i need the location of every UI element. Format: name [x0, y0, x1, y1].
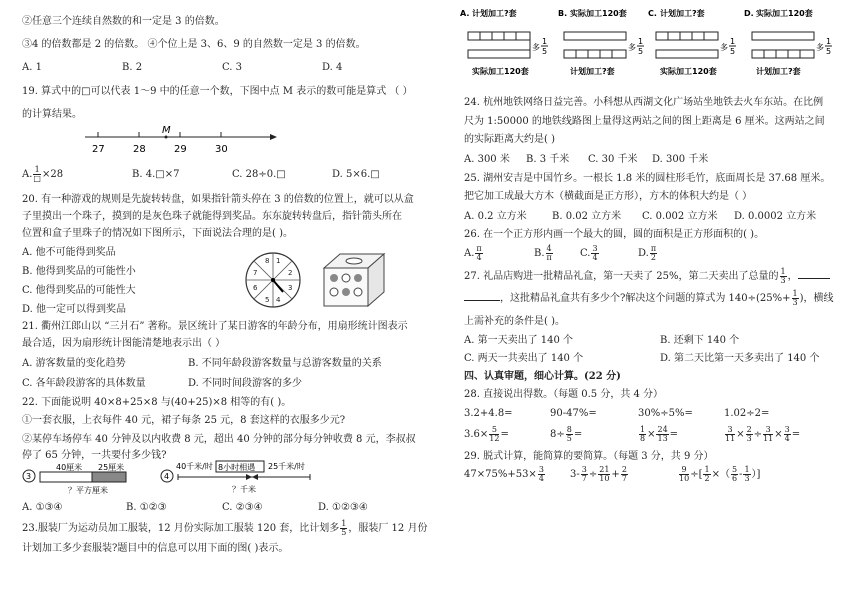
tick-30: 30: [215, 144, 228, 155]
svg-text:7: 7: [253, 269, 258, 277]
svg-text:2: 2: [288, 269, 293, 277]
q24-option-a[interactable]: A. 300 米: [464, 154, 510, 165]
svg-text:1: 1: [638, 37, 644, 46]
svg-text:5: 5: [826, 47, 832, 56]
q25-option-b[interactable]: B. 0.02 立方米: [552, 211, 622, 222]
svg-text:多: 多: [816, 43, 824, 52]
svg-text:4: 4: [164, 472, 170, 481]
q21-option-d[interactable]: D. 不同时间段游客的多少: [188, 378, 303, 389]
q26-option-a[interactable]: A. $\frac{\pi}{4}$: [464, 244, 482, 262]
tick-27: 27: [92, 144, 105, 155]
q19-option-a[interactable]: A. $\frac{1}{□}$ ×28: [22, 165, 64, 183]
svg-text:B.: B.: [558, 9, 568, 18]
q23-line-2: 计划加工多少套服装?题目中的信息可以用下面的图( )表示。: [22, 543, 289, 554]
q27-option-c[interactable]: C. 两天一共卖出了 140 个: [464, 353, 584, 364]
svg-text:25千米/时: 25千米/时: [268, 462, 305, 471]
q28-item-4: 1.02÷2=: [724, 408, 770, 419]
svg-text:实际加工120套: 实际加工120套: [472, 67, 529, 76]
q22-item-1: ①一套衣服，上衣每件 40 元，裙子每条 25 元，8 套这样的衣服多少元?: [22, 415, 346, 426]
svg-text:计划加工?套: 计划加工?套: [660, 9, 705, 18]
tick-29: 29: [174, 144, 187, 155]
q20-option-a[interactable]: A. 他不可能得到奖品: [22, 247, 116, 258]
q20-option-b[interactable]: B. 他得到奖品的可能性小: [22, 266, 136, 277]
q25-option-d[interactable]: D. 0.0002 立方米: [734, 211, 817, 222]
q19-line-2: 的计算结果。: [22, 109, 82, 120]
q26-line-1: 26. 在一个正方形内画一个最大的圆，圆的面积是正方形面积的( )。: [464, 229, 765, 240]
q23-line-1: 23.服装厂为运动员加工服装，12 月份实际加工服装 120 套，比计划多 $\frac{1}{5}$ ，服装厂 12 月份: [22, 519, 428, 537]
q27-option-b[interactable]: B. 还剩下 140 个: [660, 335, 740, 346]
q24-line-3: 的实际距离大约是( ): [464, 134, 555, 145]
q28-heading: 28. 直接说出得数。（每题 0.5 分，共 4 分）: [464, 389, 664, 400]
q22-item-2-b: 停了 65 分钟，一共要付多少钱?: [22, 450, 167, 461]
svg-text:计划加工?套: 计划加工?套: [756, 67, 801, 76]
q19-line-1: 19. 算式中的□可以代表 1～9 中的任意一个数，下图中点 M 表示的数可能是算式 （ ）: [22, 86, 413, 97]
q25-option-a[interactable]: A. 0.2 立方米: [464, 211, 527, 222]
svg-text:5: 5: [638, 47, 644, 56]
q21-line-1: 21. 衢州江郎山以 “三爿石” 著称。景区统计了某日游客的年龄分布，用扇形统计图表示: [22, 321, 408, 332]
svg-text:A.: A.: [460, 9, 470, 18]
q24-line-2: 尺为 1:50000 的地铁线路图上量得这两站之间的图上距离是 6 厘米。这两站之间: [464, 116, 825, 127]
q18-statement-3-4: ③4 的倍数都是 2 的倍数。 ④个位上是 3、6、9 的自然数一定是 3 的倍数。: [22, 39, 366, 50]
q27-line-2: ，这批精品礼盒共有多少个?解决这个问题的算式为 140÷(25%+ $\frac{1}{3}$ )，横线: [464, 290, 834, 308]
point-m-label: M: [162, 125, 171, 136]
q20-option-c[interactable]: C. 他得到奖品的可能性大: [22, 285, 136, 296]
q25-line-1: 25. 湖州安吉是中国竹乡。一根长 1.8 米的圆柱形毛竹，底面周长是 37.68 厘米。: [464, 173, 831, 184]
q25-line-2: 把它加工成最大方木（横截面是正方形），方木的体积大约是（ ）: [464, 191, 753, 202]
q28-item-8: $\frac{3}{11}$ × $\frac{2}{3}$ ÷ $\frac{3}{11}$ × $\frac{3}{4}$ =: [725, 425, 801, 443]
q28-item-2: 90-47%=: [550, 408, 597, 419]
svg-text:5: 5: [730, 47, 736, 56]
q21-option-a[interactable]: A. 游客数量的变化趋势: [22, 358, 126, 369]
q24-line-1: 24. 杭州地铁网络日益完善。小科想从西湖文化广场站坐地铁去火车东站。在比例: [464, 97, 824, 108]
svg-text:4: 4: [276, 296, 281, 304]
q28-item-5: 3.6× $\frac{5}{12}$ =: [464, 425, 509, 443]
q22-option-d[interactable]: D. ①②③④: [318, 502, 368, 513]
q28-item-7: $\frac{1}{8}$ × $\frac{24}{13}$ =: [640, 425, 679, 443]
q21-option-c[interactable]: C. 各年龄段游客的具体数量: [22, 378, 146, 389]
q18-statement-2: ②任意三个连续自然数的和一定是 3 的倍数。: [22, 16, 225, 27]
svg-text:25厘米: 25厘米: [98, 463, 125, 472]
svg-text:5: 5: [542, 47, 548, 56]
q27-line-3: 上需补充的条件是( )。: [464, 316, 565, 327]
svg-text:6: 6: [253, 284, 258, 292]
q22-figure-3: [22, 462, 162, 496]
q25-option-c[interactable]: C. 0.002 立方米: [642, 211, 718, 222]
svg-text:多: 多: [720, 43, 728, 52]
q22-option-b[interactable]: B. ①②③: [126, 502, 167, 513]
q26-option-b[interactable]: B. $\frac{4}{\pi}$: [534, 244, 552, 262]
q27-line-1: 27. 礼品店购进一批精品礼盒，第一天卖了 25%，第二天卖出了总量的 $\frac{1}{3}$ ，: [464, 268, 830, 286]
q24-option-c[interactable]: C. 30 千米: [588, 154, 638, 165]
svg-text:？平方厘米: ？平方厘米: [68, 486, 108, 495]
svg-text:1: 1: [730, 37, 736, 46]
q22-item-2-a: ②某停车场停车 40 分钟及以内收费 8 元，超出 40 分钟的部分每分钟收费 8 元，李叔叔: [22, 434, 416, 445]
q29-expr-3: $\frac{9}{10}$ ÷[ $\frac{1}{2}$ ×（ $\frac{5}{6}$ - $\frac{1}{3}$ ）]: [679, 465, 761, 483]
svg-text:多: 多: [628, 43, 636, 52]
q22-line-1: 22. 下面能说明 40×8+25×8 与(40+25)×8 相等的有( )。: [22, 397, 292, 408]
q18-option-b[interactable]: B. 2: [122, 62, 143, 73]
svg-text:实际加工120套: 实际加工120套: [756, 9, 813, 18]
q21-option-b[interactable]: B. 不同年龄段游客数量与总游客数量的关系: [188, 358, 382, 369]
q20-line-3: 位置和盒子里珠子的情况如下图所示，下面说法合理的是( )。: [22, 228, 293, 239]
q24-option-b[interactable]: B. 3 千米: [526, 154, 570, 165]
q19-option-c[interactable]: C. 28÷0.□: [232, 169, 286, 180]
q22-option-a[interactable]: A. ①③④: [22, 502, 63, 513]
q20-line-1: 20. 有一种游戏的规则是先旋转转盘，如果指针箭头停在 3 的倍数的位置上，就可以从盒: [22, 194, 414, 205]
q22-figure-4: [160, 460, 350, 496]
q26-option-c[interactable]: C. $\frac{3}{4}$: [580, 244, 598, 262]
q20-bead-box: [320, 250, 388, 310]
q26-option-d[interactable]: D. $\frac{\pi}{2}$: [638, 244, 657, 262]
q24-option-d[interactable]: D. 300 千米: [652, 154, 709, 165]
q28-item-3: 30%÷5%=: [638, 408, 693, 419]
tick-28: 28: [133, 144, 146, 155]
section-4-heading: 四、认真审题，细心计算。(22 分): [464, 371, 621, 382]
svg-text:1: 1: [542, 37, 548, 46]
svg-text:计划加工?套: 计划加工?套: [472, 9, 517, 18]
svg-text:1: 1: [276, 257, 281, 265]
svg-text:？千米: ？千米: [232, 485, 256, 494]
svg-text:实际加工120套: 实际加工120套: [570, 9, 627, 18]
q28-item-6: 8÷ $\frac{8}{5}$ =: [550, 425, 583, 443]
q29-expr-2: 3- $\frac{3}{7}$ ÷ $\frac{21}{10}$ + $\frac{2}{7}$: [570, 465, 627, 483]
q27-option-a[interactable]: A. 第一天卖出了 140 个: [464, 335, 574, 346]
svg-text:5: 5: [265, 296, 270, 304]
q29-heading: 29. 脱式计算，能简算的要简算。（每题 3 分，共 9 分）: [464, 451, 714, 462]
q23-figures: [458, 6, 843, 78]
svg-text:实际加工120套: 实际加工120套: [660, 67, 717, 76]
q18-option-d[interactable]: D. 4: [322, 62, 343, 73]
svg-text:3: 3: [288, 284, 293, 292]
q28-item-1: 3.2+4.8=: [464, 408, 513, 419]
svg-text:40千米/时: 40千米/时: [176, 462, 213, 471]
q19-option-b[interactable]: B. 4.□×7: [132, 169, 180, 180]
svg-text:C.: C.: [648, 9, 657, 18]
svg-text:1: 1: [826, 37, 832, 46]
svg-text:8小时相遇: 8小时相遇: [218, 463, 256, 472]
svg-text:D.: D.: [744, 9, 754, 18]
q21-line-2: 最合适，因为扇形统计图能清楚地表示出（ ）: [22, 338, 226, 349]
q27-option-d[interactable]: D. 第二天比第一天多卖出了 140 个: [660, 353, 820, 364]
q22-option-c[interactable]: C. ②③④: [222, 502, 263, 513]
svg-text:3: 3: [26, 472, 32, 481]
q29-expr-1: 47×75%+53× $\frac{3}{4}$: [464, 465, 544, 483]
q20-spinner: [243, 250, 303, 310]
q20-option-d[interactable]: D. 他一定可以得到奖品: [22, 304, 127, 315]
svg-text:多: 多: [532, 43, 540, 52]
q19-option-d[interactable]: D. 5×6.□: [332, 169, 380, 180]
q20-line-2: 子里摸出一个珠子，摸到的是灰色珠子就能得到奖品。东东旋转转盘后，指针箭头所在: [22, 211, 402, 222]
svg-text:8: 8: [265, 257, 270, 265]
q18-option-a[interactable]: A. 1: [22, 62, 42, 73]
q19-number-line: [80, 125, 280, 157]
svg-text:计划加工?套: 计划加工?套: [570, 67, 615, 76]
q18-option-c[interactable]: C. 3: [222, 62, 243, 73]
svg-text:40厘米: 40厘米: [56, 463, 83, 472]
